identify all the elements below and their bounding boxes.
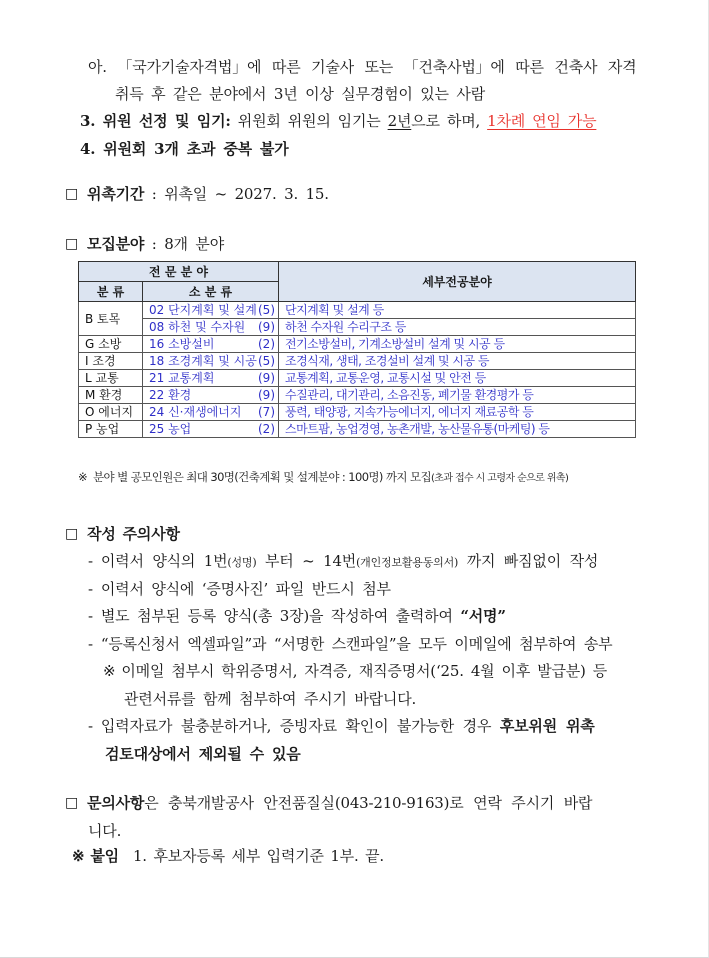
table-row (79, 370, 636, 387)
subcategory-cell (143, 370, 279, 387)
table-row (79, 387, 636, 404)
insufficient-emph: 후보위원 위촉 (499, 717, 595, 735)
category-cell: O 에너지 (79, 404, 143, 421)
resume-fields-small-1: (성명) (227, 556, 257, 569)
category-cell: M 환경 (79, 387, 143, 404)
appointment-period-line (65, 184, 329, 205)
dash-bullet-icon: - (88, 580, 93, 598)
table-row (79, 404, 636, 421)
subcategory-label: 24 신·재생에너지 (149, 405, 242, 419)
subcategory-count: (9) (258, 320, 275, 334)
table-row (79, 353, 636, 370)
header-subcategory: 소 분 류 (143, 282, 279, 302)
subcategory-count: (2) (258, 422, 275, 436)
category-cell: L 교통 (79, 370, 143, 387)
category-cell: G 소방 (79, 336, 143, 353)
contact-line-2: 니다. (88, 822, 122, 840)
table-row (79, 421, 636, 438)
email-note-line-1 (103, 661, 607, 681)
recruit-fields-line (65, 234, 224, 255)
table-header-row (79, 262, 636, 282)
detail-cell: 조경식재, 생태, 조경설비 설계 및 시공 등 (279, 353, 636, 370)
contact-line-1 (65, 793, 592, 814)
table-note-small: (초과 접수 시 고령자 순으로 위촉) (430, 473, 569, 484)
period-separator: : (151, 185, 157, 203)
subcategory-label: 18 조경계획 및 시공 (149, 354, 257, 368)
detail-cell: 교통계획, 교통운영, 교통시설 및 안전 등 (279, 370, 636, 387)
term-highlight: 1차례 연임 가능 (487, 112, 597, 130)
subcategory-cell (143, 404, 279, 421)
subcategory-label: 22 환경 (149, 388, 192, 402)
detail-cell: 전기소방설비, 기계소방설비 설계 및 시공 등 (279, 336, 636, 353)
contact-label: 문의사항 (87, 794, 145, 812)
resume-fields-mid: 부터 ~ 14번 (265, 552, 357, 570)
subcategory-count: (5) (258, 303, 275, 317)
instruction-insufficient-line-2: 검토대상에서 제외될 수 있음 (105, 745, 301, 763)
term-duration: 2년 (387, 112, 412, 130)
resume-fields-small-2: (개인정보활용동의서) (356, 556, 459, 569)
table-row (79, 319, 636, 336)
term-text-1: 위원회 위원의 임기는 (237, 112, 381, 130)
reference-mark-icon: ※ (103, 662, 116, 680)
email-note-text-1: 이메일 첨부시 학위증명서, 자격증, 재직증명서(‘25. 4월 이후 발급분) 등 (121, 662, 608, 680)
table-row (79, 336, 636, 353)
attachment-label: 붙임 (90, 847, 119, 865)
attachment-line (72, 846, 384, 866)
recruitment-fields-table (78, 261, 636, 438)
subcategory-count: (9) (258, 388, 275, 402)
subcategory-cell (143, 353, 279, 370)
detail-cell: 단지계획 및 설계 등 (279, 302, 636, 319)
subcategory-label: 08 하천 및 수자원 (149, 320, 246, 334)
signature-emph: “서명” (460, 607, 506, 625)
dash-bullet-icon: - (88, 635, 93, 653)
recruit-fields-value: 8개 분야 (164, 235, 225, 253)
term-line (80, 111, 596, 131)
instruction-insufficient-line-1 (88, 716, 595, 736)
header-category: 분 류 (79, 282, 143, 302)
subcategory-label: 21 교통계획 (149, 371, 215, 385)
subcategory-label: 02 단지계획 및 설계 (149, 303, 257, 317)
term-text-2: 으로 하며, (411, 112, 481, 130)
detail-cell: 풍력, 태양광, 지속가능에너지, 에너지 재료공학 등 (279, 404, 636, 421)
subcategory-cell (143, 302, 279, 319)
square-bullet-icon: □ (65, 236, 79, 252)
photo-text: 이력서 양식에 ‘증명사진’ 파일 반드시 첨부 (100, 580, 391, 598)
category-cell: B 토목 (79, 302, 143, 336)
dash-bullet-icon: - (88, 717, 93, 735)
term-label: 3. 위원 선정 및 임기: (80, 112, 231, 130)
committee-limit-line: 4. 위원회 3개 초과 중복 불가 (80, 140, 289, 158)
subcategory-cell (143, 421, 279, 438)
recruit-fields-label: 모집분야 (87, 235, 145, 253)
resume-fields-post: 까지 빠짐없이 작성 (466, 552, 599, 570)
subcategory-count: (7) (258, 405, 275, 419)
period-label: 위촉기간 (87, 185, 145, 203)
header-detail: 세부전공분야 (279, 262, 636, 302)
header-specialty-group: 전 문 분 야 (79, 262, 279, 282)
resume-fields-pre: 이력서 양식의 1번 (100, 552, 228, 570)
period-value: 위촉일 ~ 2027. 3. 15. (164, 185, 329, 203)
subcategory-label: 16 소방설비 (149, 337, 215, 351)
instructions-title-line (65, 524, 180, 545)
subcategory-cell (143, 336, 279, 353)
dash-bullet-icon: - (88, 552, 93, 570)
table-note-text: 분야 별 공모인원은 최대 30명(건축계획 및 설계분야 : 100명) 까지 모집 (93, 470, 431, 484)
detail-cell: 하천 수자원 수리구조 등 (279, 319, 636, 336)
table-row (79, 302, 636, 319)
subcategory-count: (2) (258, 337, 275, 351)
instruction-photo (88, 579, 391, 599)
instruction-email-files (88, 634, 612, 654)
subcategory-cell (143, 387, 279, 404)
subcategory-label: 25 농업 (149, 422, 192, 436)
subcategory-count: (5) (258, 354, 275, 368)
attachment-text: 1. 후보자등록 세부 입력기준 1부. 끝. (132, 847, 384, 865)
subcategory-count: (9) (258, 371, 275, 385)
category-cell: I 조경 (79, 353, 143, 370)
instruction-signature (88, 606, 506, 626)
email-note-line-2: 관련서류를 함께 첨부하여 주시기 바랍니다. (124, 690, 417, 708)
contact-text: 은 충북개발공사 안전품질실(043-210-9163)로 연락 주시기 바랍 (144, 794, 593, 812)
signature-pre: 별도 첨부된 등록 양식(총 3장)을 작성하여 출력하여 (100, 607, 453, 625)
recruit-fields-separator: : (151, 235, 157, 253)
reference-mark-icon: ※ (78, 470, 88, 484)
reference-mark-icon: ※ (72, 847, 85, 865)
table-note (78, 469, 568, 485)
category-cell: P 농업 (79, 421, 143, 438)
dash-bullet-icon: - (88, 607, 93, 625)
eligibility-line-1: 아. 「국가기술자격법」에 따른 기술사 또는 「건축사법」에 따른 건축사 자격 (88, 58, 637, 76)
insufficient-pre: 입력자료가 불충분하거나, 증빙자료 확인이 불가능한 경우 (100, 717, 492, 735)
instruction-resume-fields (88, 551, 598, 573)
email-files-text: “등록신청서 엑셀파일”과 “서명한 스캔파일”을 모두 이메일에 첨부하여 송부 (100, 635, 613, 653)
square-bullet-icon: □ (65, 526, 79, 542)
subcategory-cell (143, 319, 279, 336)
detail-cell: 수질관리, 대기관리, 소음진동, 폐기물 환경평가 등 (279, 387, 636, 404)
detail-cell: 스마트팜, 농업경영, 농촌개발, 농산물유통(마케팅) 등 (279, 421, 636, 438)
instructions-title: 작성 주의사항 (87, 525, 180, 543)
eligibility-line-2: 취득 후 같은 분야에서 3년 이상 실무경험이 있는 사람 (115, 85, 485, 103)
square-bullet-icon: □ (65, 186, 79, 202)
square-bullet-icon: □ (65, 795, 79, 811)
